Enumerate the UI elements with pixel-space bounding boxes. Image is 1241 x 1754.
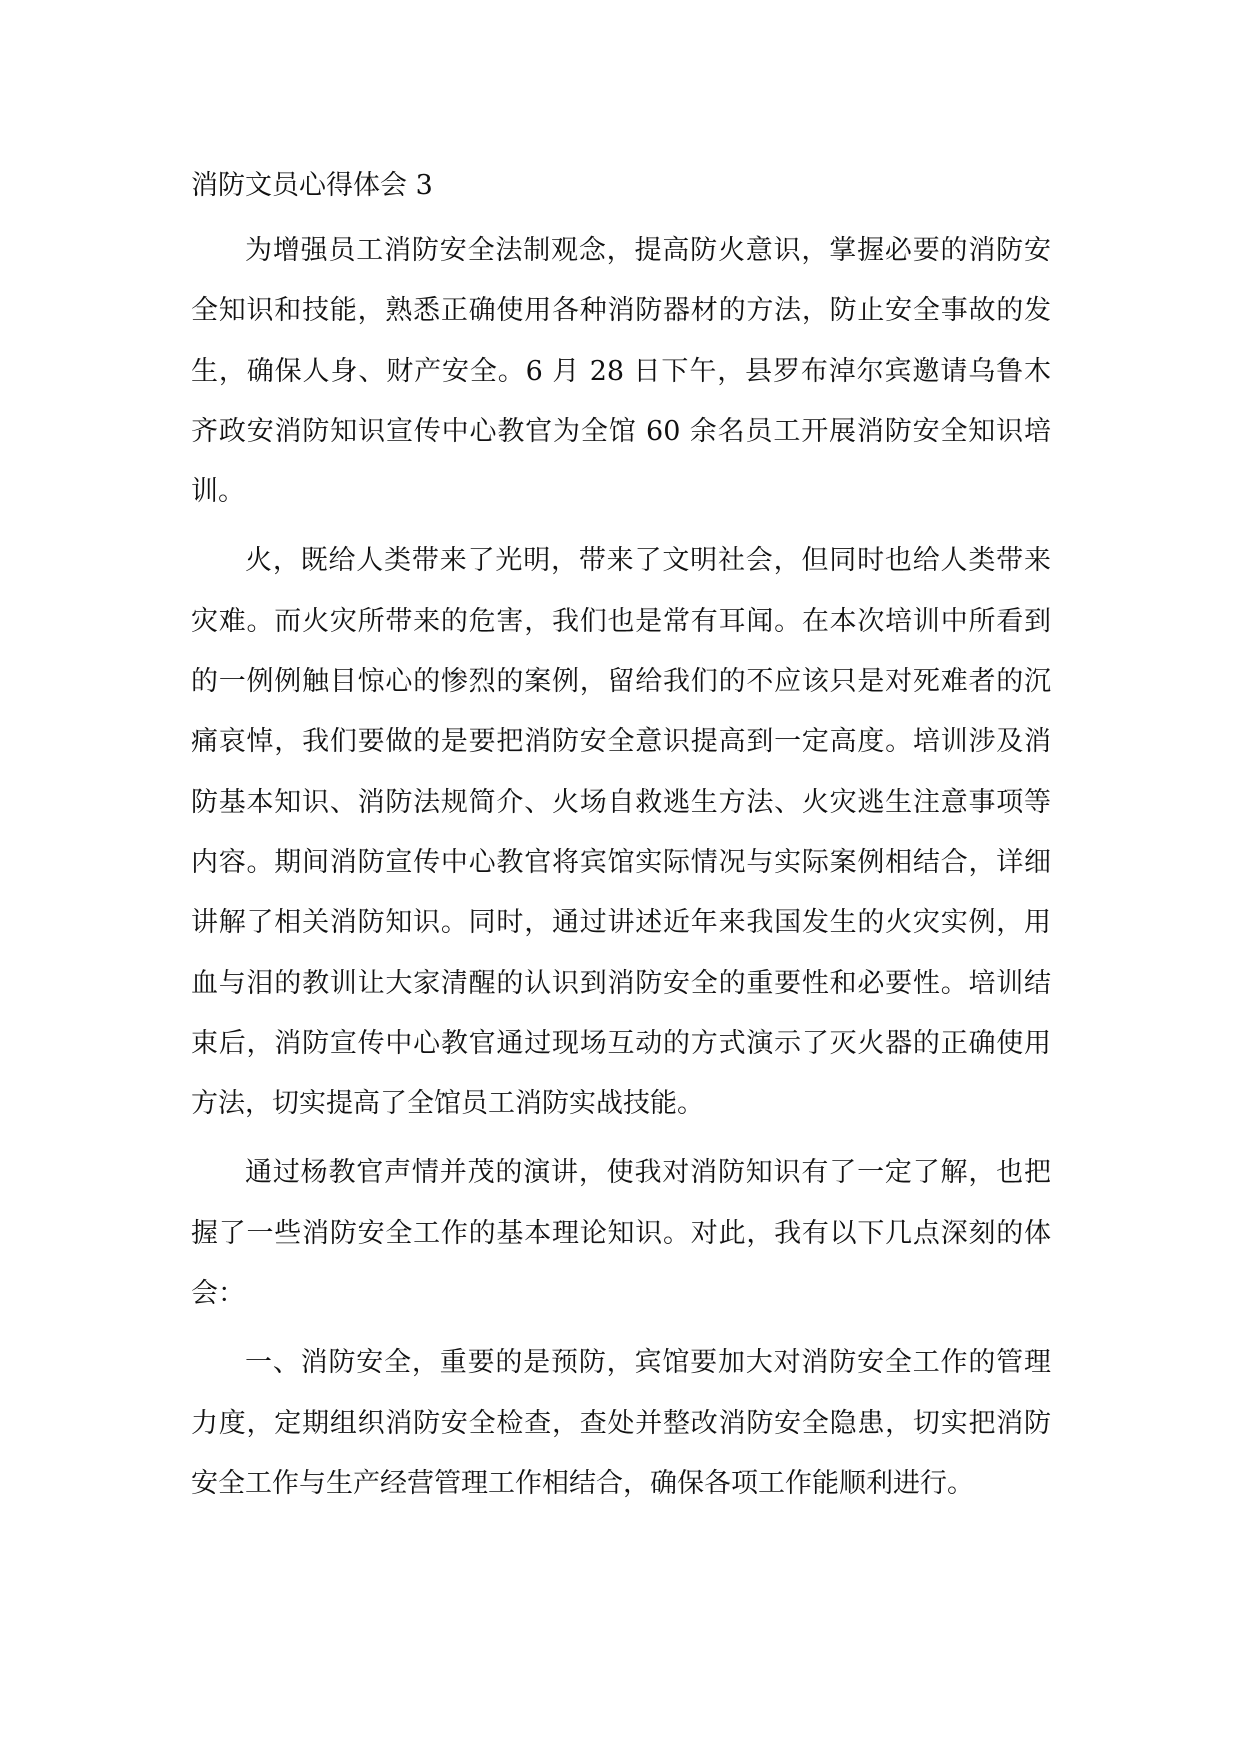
document-body [191,160,1051,1514]
paragraph-fire-hazards: 火，既给人类带来了光明，带来了文明社会，但同时也给人类带来灾难。而火灾所带来的危害，我们也是常有耳闻。在本次培训中所看到的一例例触目惊心的惨烈的案例，留给我们的不应该只是对死难者的沉痛哀悼，我们要做的是要把消防安全意识提高到一定高度。培训涉及消防基本知识、消防法规简介、火场自救逃生方法、火灾逃生注意事项等内容。期间消防宣传中心教官将宾馆实际情况与实际案例相结合，详细讲解了相关消防知识。同时，通过讲述近年来我国发生的火灾实例，用血与泪的教训让大家清醒的认识到消防安全的重要性和必要性。培训结束后，消防宣传中心教官通过现场互动的方式演示了灭火器的正确使用方法，切实提高了全馆员工消防实战技能。 [191,545,1051,1120]
paragraph-reflection: 通过杨教官声情并茂的演讲，使我对消防知识有了一定了解，也把握了一些消防安全工作的基本理论知识。对此，我有以下几点深刻的体会： [191,1157,1051,1310]
document-title: 消防文员心得体会 3 [191,170,433,201]
paragraph-point-one: 一、消防安全，重要的是预防，宾馆要加大对消防安全工作的管理力度，定期组织消防安全检查，查处并整改消防安全隐患，切实把消防安全工作与生产经营管理工作相结合，确保各项工作能顺利进行。 [191,1347,1051,1499]
paragraph-intro: 为增强员工消防安全法制观念，提高防火意识，掌握必要的消防安全知识和技能，熟悉正确使用各种消防器材的方法，防止安全事故的发生，确保人身、财产安全。6 月 28 日下午，县罗布淖尔宾邀请乌鲁木齐政安消防知识宣传中心教官为全馆 60 余名员工开展消防安全知识培训。 [191,235,1051,508]
